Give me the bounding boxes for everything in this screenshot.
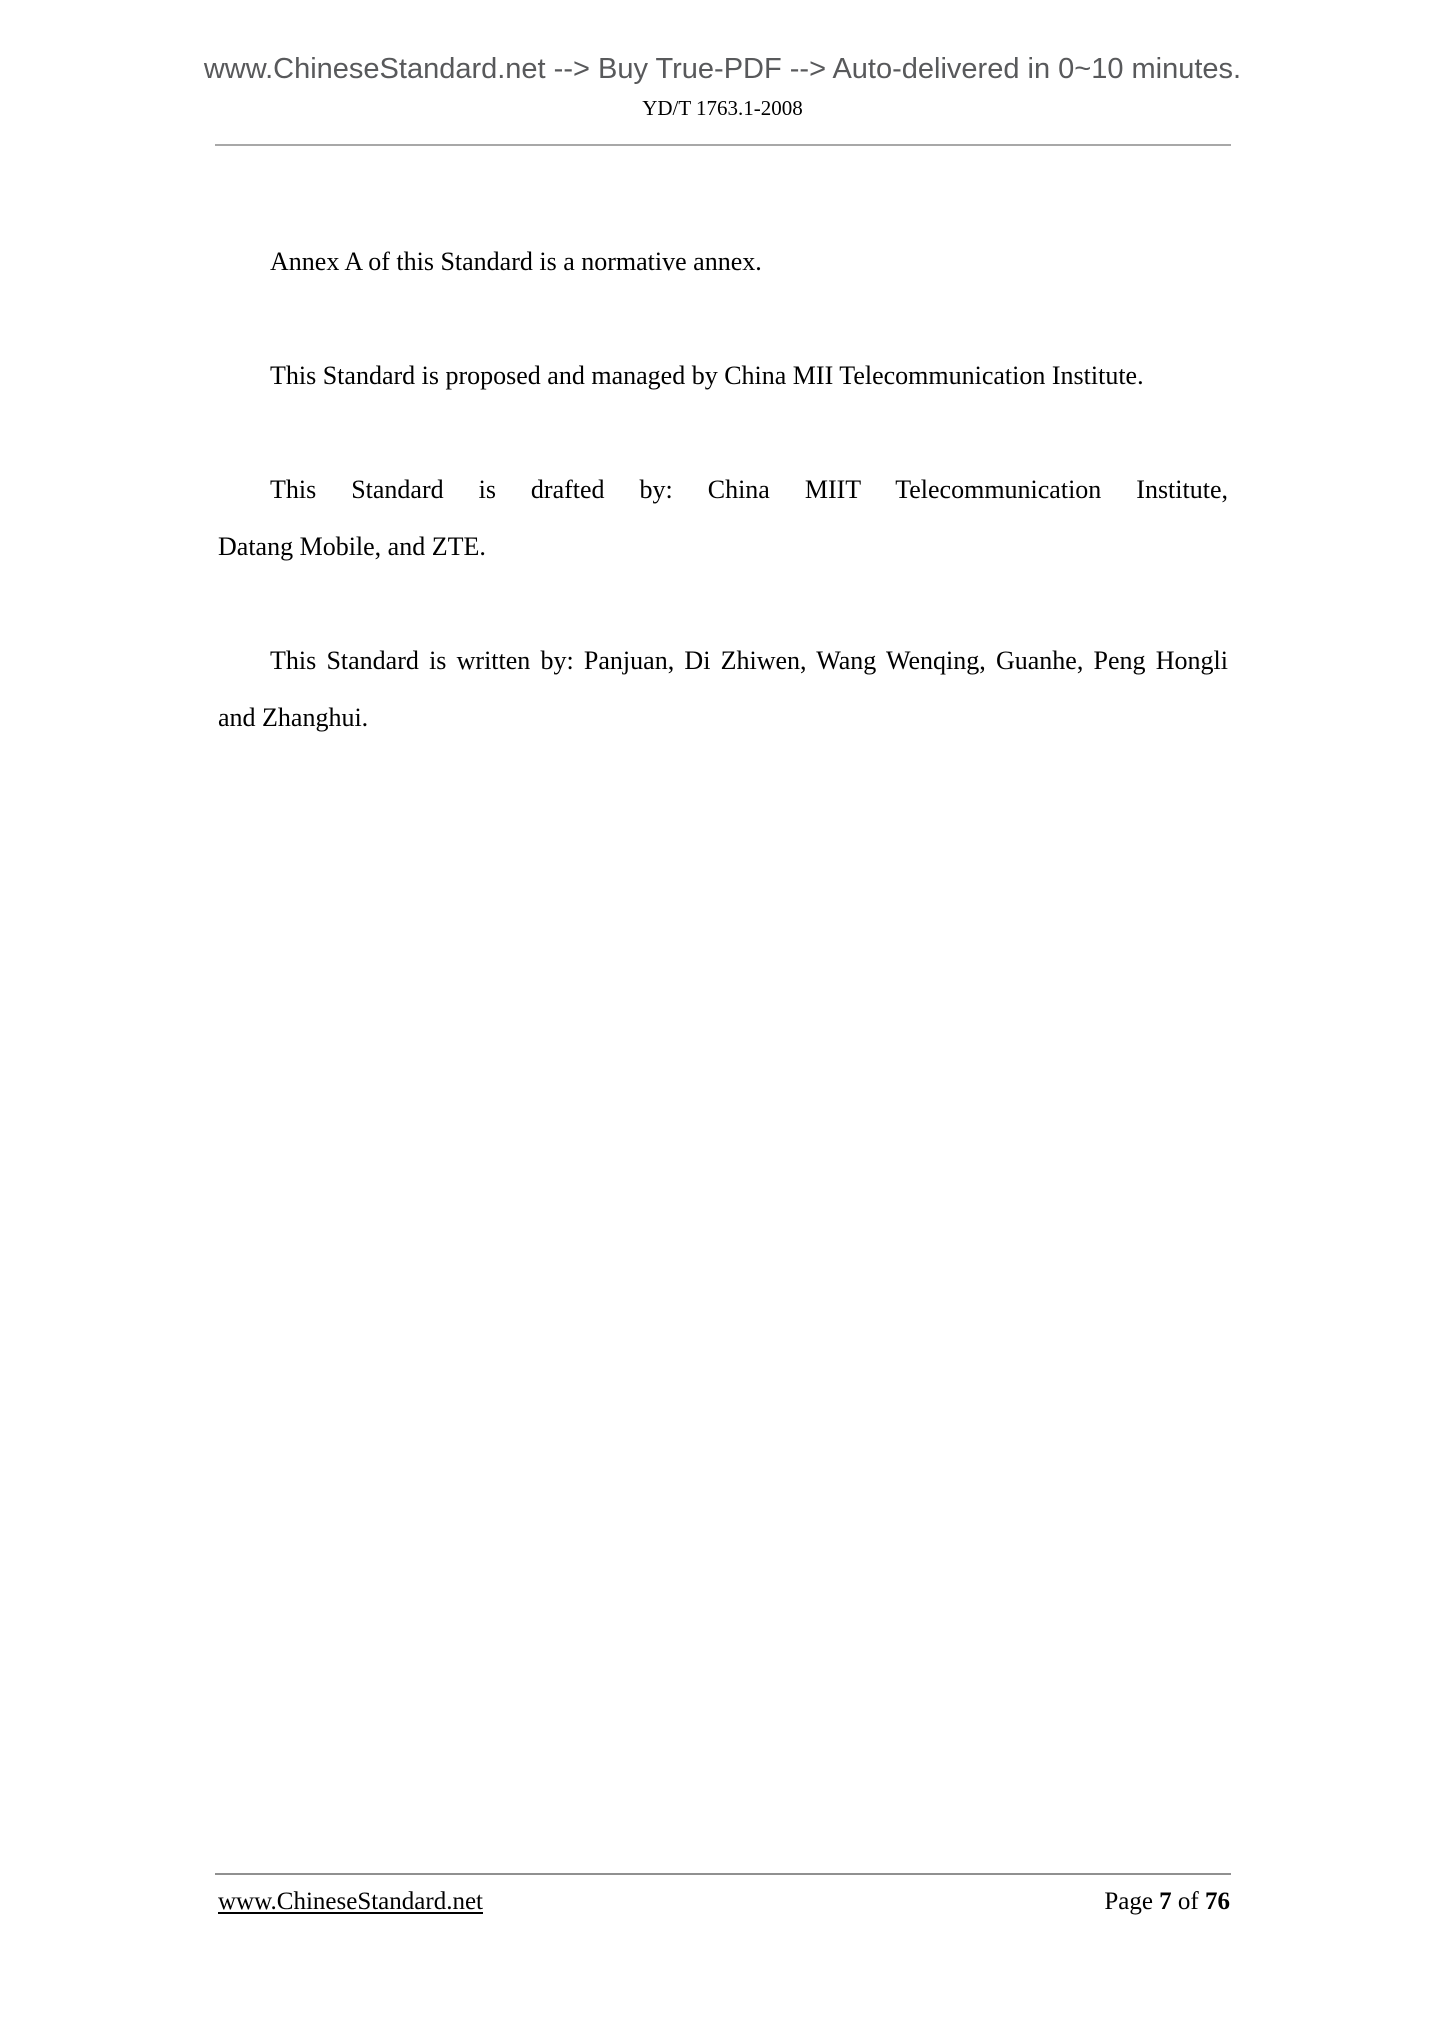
paragraph-line: and Zhanghui. — [218, 703, 369, 732]
doc-number: YD/T 1763.1-2008 — [642, 96, 803, 120]
document-body — [218, 233, 1228, 803]
paragraph-annex — [218, 233, 1228, 290]
header-divider — [215, 144, 1231, 146]
paragraph-line: Annex A of this Standard is a normative annex. — [270, 247, 762, 276]
page-indicator — [1104, 1887, 1230, 1917]
page-number: 7 — [1159, 1888, 1172, 1915]
paragraph-line: Datang Mobile, and ZTE. — [218, 532, 486, 561]
page-word: Page — [1104, 1888, 1153, 1915]
paragraph-drafted — [218, 461, 1228, 575]
paragraph-proposed — [218, 347, 1228, 404]
paragraph-line: This Standard is proposed and managed by China MII Telecommunication Institute. — [270, 361, 1144, 390]
page-total: 76 — [1205, 1888, 1230, 1915]
paragraph-line: This Standard is written by: Panjuan, Di Zhiwen, Wang Wenqing, Guanhe, Peng Hongli — [270, 646, 1228, 675]
page-footer — [218, 1887, 1230, 1917]
footer-divider — [215, 1873, 1231, 1875]
of-word: of — [1177, 1888, 1199, 1915]
footer-site-link[interactable]: www.ChineseStandard.net — [218, 1888, 483, 1915]
paragraph-written — [218, 632, 1228, 746]
paragraph-line: This Standard is drafted by: China MIIT Telecommunication Institute, — [270, 475, 1228, 504]
header-banner: www.ChineseStandard.net --> Buy True-PDF --> Auto-delivered in 0~10 minutes. — [203, 53, 1242, 85]
